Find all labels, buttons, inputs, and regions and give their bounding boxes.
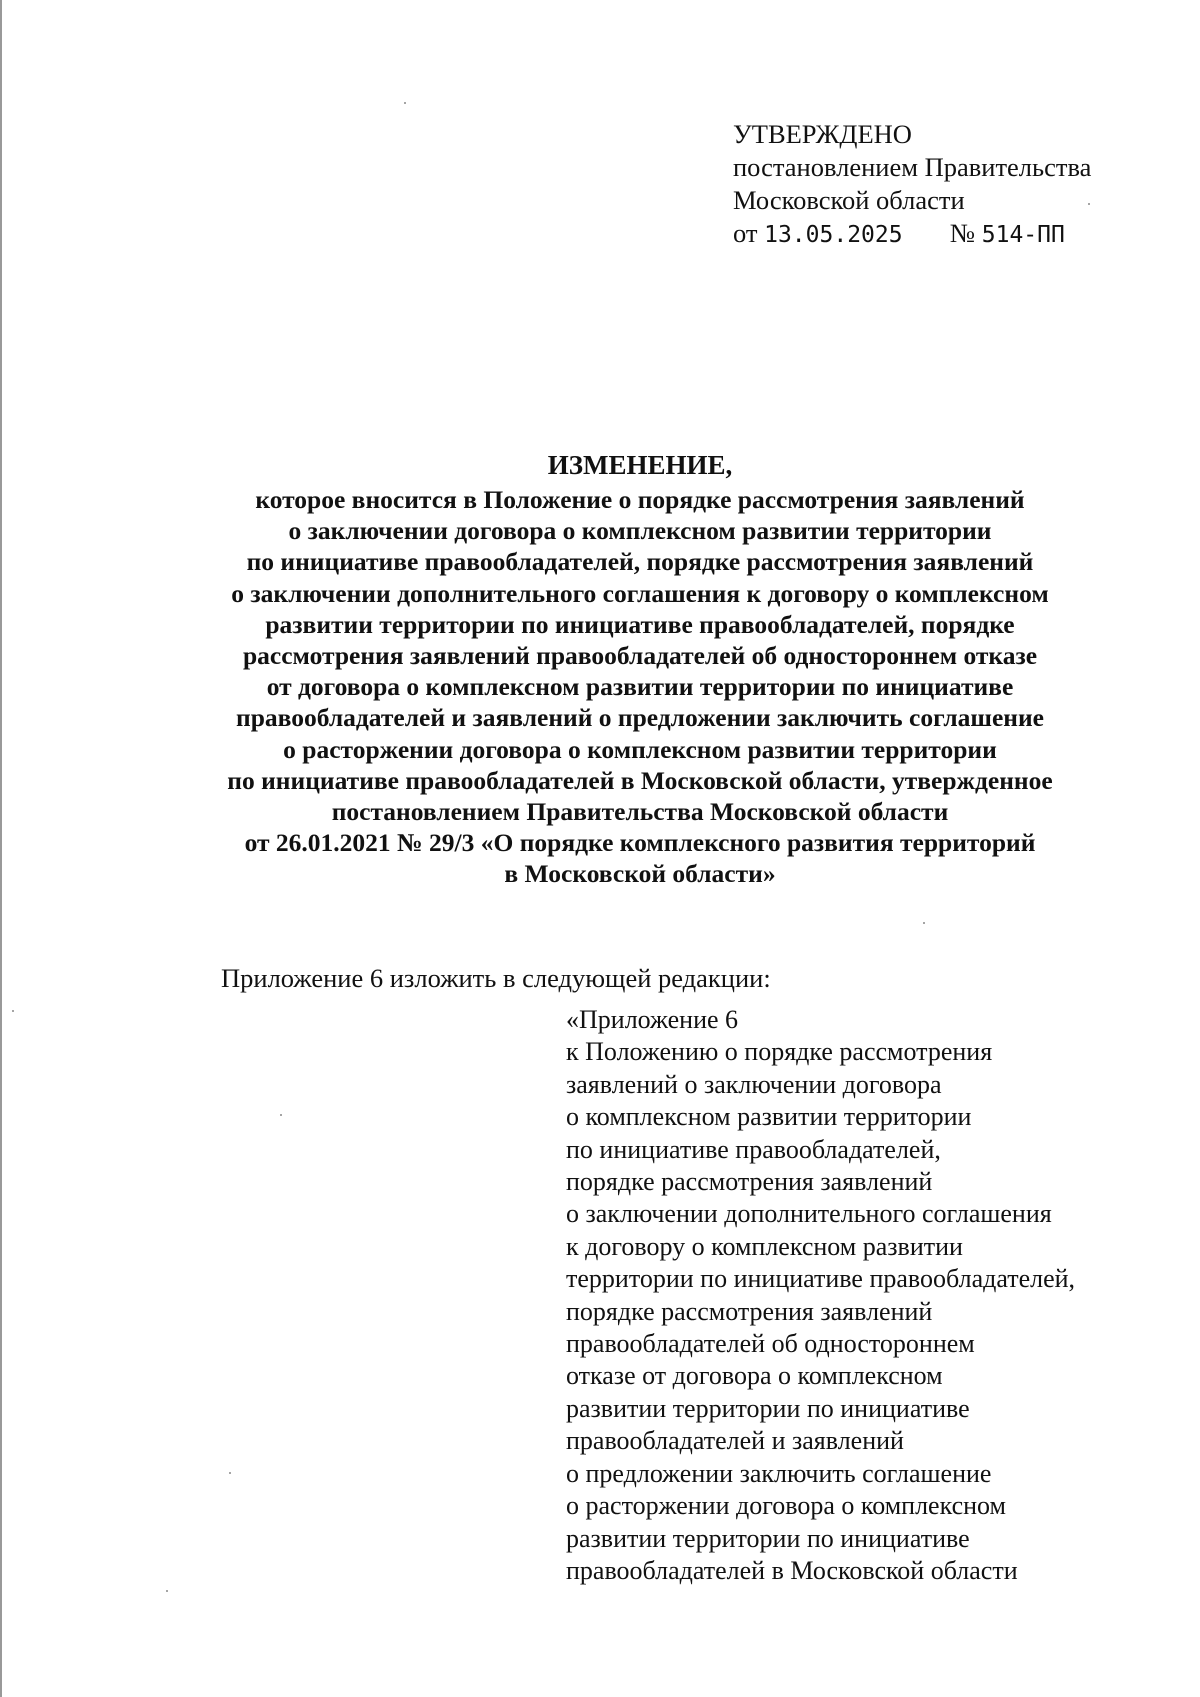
- subtitle-line: постановлением Правительства Московской области: [331, 797, 949, 827]
- appendix-line: правообладателей в Московской области: [566, 1555, 1018, 1585]
- appendix-line: о комплексном развитии территории: [566, 1102, 972, 1132]
- appendix-line: о предложении заключить соглашение: [566, 1458, 992, 1488]
- appendix-line: порядке рассмотрения заявлений: [566, 1296, 933, 1326]
- appendix-line: заявлений о заключении договора: [566, 1069, 942, 1099]
- subtitle-line: по инициативе правообладателей в Московской области, утвержденное: [227, 765, 1053, 795]
- scan-speck: [229, 1472, 231, 1474]
- appendix-line: к Положению о порядке рассмотрения: [566, 1037, 993, 1067]
- date-prefix: от: [733, 218, 758, 248]
- approval-date-line: [733, 217, 1091, 252]
- approval-stamp: [733, 118, 1091, 252]
- appendix-line: к договору о комплексном развитии: [566, 1231, 963, 1261]
- subtitle-line: в Московской области»: [504, 859, 776, 889]
- intro-paragraph: Приложение 6 изложить в следующей редакции:: [221, 963, 771, 993]
- subtitle-line: о заключении дополнительного соглашения к договору о комплексном: [231, 578, 1049, 608]
- approval-number: 514-ПП: [981, 222, 1065, 248]
- appendix-line: развитии территории по инициативе: [566, 1523, 970, 1553]
- appendix-header: [566, 1004, 1075, 1587]
- scan-speck: [923, 922, 925, 924]
- scan-speck: [280, 1114, 282, 1116]
- appendix-line: порядке рассмотрения заявлений: [566, 1167, 933, 1197]
- subtitle-line: о заключении договора о комплексном развитии территории: [288, 516, 992, 546]
- approval-heading: УТВЕРЖДЕНО: [733, 119, 912, 149]
- scan-speck: [166, 1590, 168, 1592]
- appendix-line: правообладателей об одностороннем: [566, 1329, 975, 1359]
- appendix-line: территории по инициативе правообладателей,: [566, 1264, 1076, 1294]
- approval-line-1: постановлением Правительства: [733, 152, 1092, 182]
- appendix-line: о заключении дополнительного соглашения: [566, 1199, 1052, 1229]
- scan-speck: [404, 102, 406, 104]
- number-prefix: №: [949, 218, 976, 248]
- appendix-line: правообладателей и заявлений: [566, 1426, 904, 1456]
- scan-edge: [0, 0, 2, 1697]
- appendix-line: по инициативе правообладателей,: [566, 1134, 941, 1164]
- appendix-line: отказе от договора о комплексном: [566, 1361, 943, 1391]
- subtitle-line: от 26.01.2021 № 29/3 «О порядке комплексного развития территорий: [244, 828, 1036, 858]
- approval-date: 13.05.2025: [764, 222, 903, 248]
- approval-line-2: Московской области: [733, 185, 965, 215]
- appendix-line: развитии территории по инициативе: [566, 1393, 970, 1423]
- subtitle-line: от договора о комплексном развитии территории по инициативе: [266, 672, 1014, 702]
- document-title: ИЗМЕНЕНИЕ,: [547, 450, 733, 480]
- document-title-block: [170, 448, 1110, 890]
- scan-speck: [1088, 203, 1090, 205]
- appendix-line: «Приложение 6: [566, 1005, 739, 1034]
- subtitle-line: которое вносится в Положение о порядке рассмотрения заявлений: [255, 485, 1025, 514]
- subtitle-line: правообладателей и заявлений о предложении заключить соглашение: [236, 703, 1044, 733]
- subtitle-line: развитии территории по инициативе правообладателей, порядке: [265, 609, 1015, 639]
- subtitle-line: по инициативе правообладателей, порядке рассмотрения заявлений: [246, 547, 1034, 577]
- subtitle-line: о расторжении договора о комплексном развитии территории: [283, 734, 997, 764]
- scan-speck: [12, 1010, 14, 1012]
- appendix-line: о расторжении договора о комплексном: [566, 1491, 1006, 1521]
- subtitle-line: рассмотрения заявлений правообладателей об одностороннем отказе: [242, 641, 1038, 671]
